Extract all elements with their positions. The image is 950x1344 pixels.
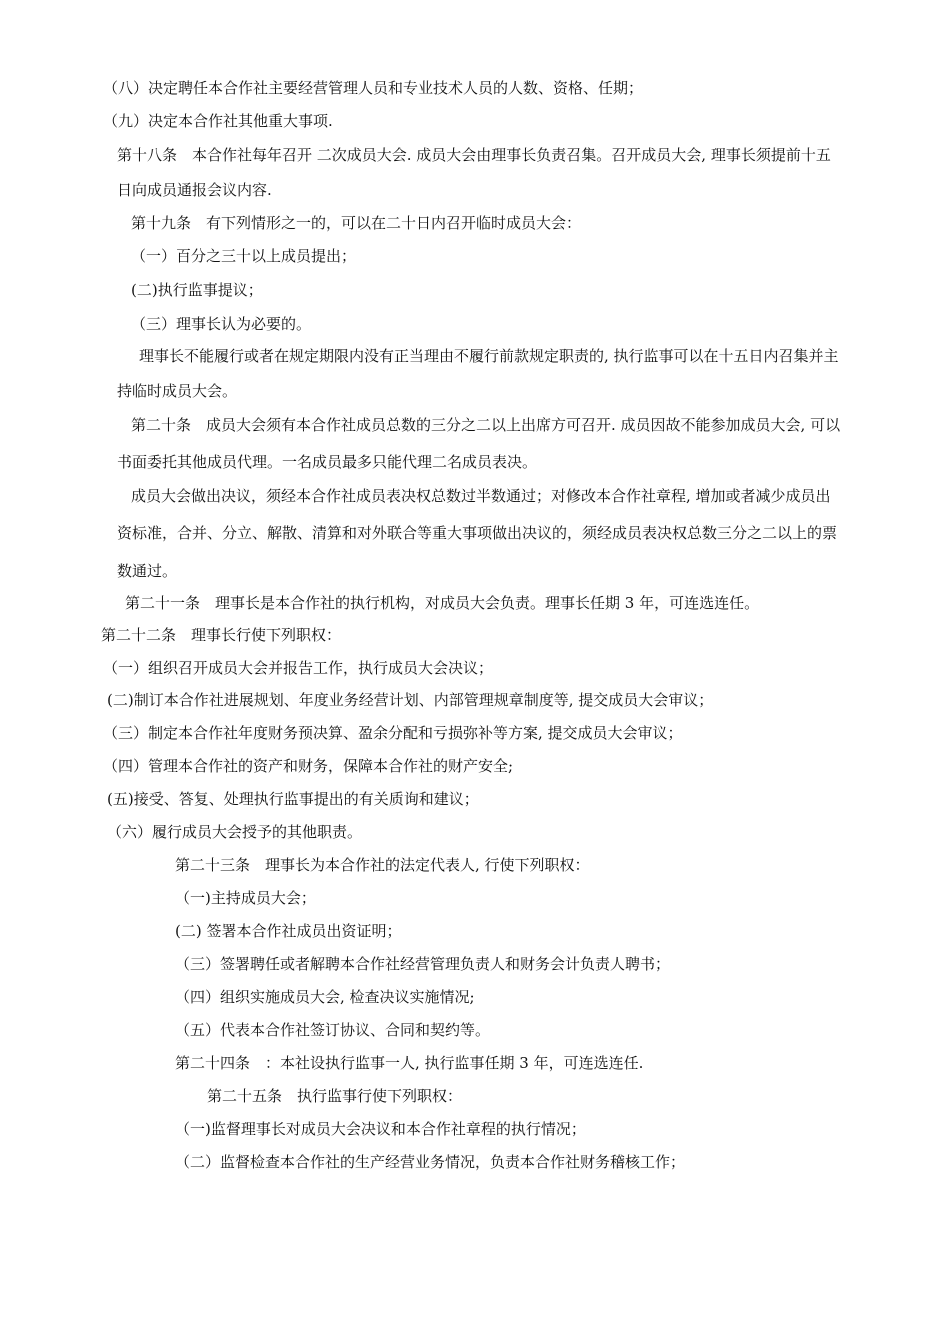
- text-line: 第二十三条 理事长为本合作社的法定代表人, 行使下列职权：: [175, 856, 590, 874]
- text-line: (五)接受、答复、处理执行监事提出的有关质询和建议；: [107, 790, 479, 808]
- text-line: （八）决定聘任本合作社主要经营管理人员和专业技术人员的人数、资格、任期；: [103, 79, 644, 97]
- text-line: 第十九条 有下列情形之一的，可以在二十日内召开临时成员大会：: [131, 214, 582, 232]
- text-line: （一）组织召开成员大会并报告工作，执行成员大会决议；: [103, 659, 494, 677]
- text-line: （二）监督检查本合作社的生产经营业务情况，负责本合作社财务稽核工作；: [175, 1153, 686, 1171]
- text-line: 资标准，合并、分立、解散、清算和对外联合等重大事项做出决议的，须经成员表决权总数三分之二以上的票: [117, 524, 838, 542]
- text-line: （四）组织实施成员大会, 检查决议实施情况;: [175, 988, 475, 1006]
- text-line: 第二十四条 ：本社设执行监事一人, 执行监事任期 3 年，可连选连任.: [175, 1054, 644, 1072]
- text-line: （六）履行成员大会授予的其他职责。: [107, 823, 363, 841]
- text-line: 第二十二条 理事长行使下列职权：: [101, 626, 342, 644]
- text-line: （五）代表本合作社签订协议、合同和契约等。: [175, 1021, 491, 1039]
- text-line: （三）制定本合作社年度财务预决算、盈余分配和亏损弥补等方案, 提交成员大会审议；: [103, 724, 683, 742]
- text-line: 第二十五条 执行监事行使下列职权：: [207, 1087, 463, 1105]
- text-line: （一）百分之三十以上成员提出；: [131, 247, 357, 265]
- text-line: 数通过。: [117, 562, 178, 580]
- text-line: （一)监督理事长对成员大会决议和本合作社章程的执行情况；: [175, 1120, 586, 1138]
- text-line: （一)主持成员大会；: [175, 889, 316, 907]
- text-line: 持临时成员大会。: [117, 382, 238, 400]
- text-line: (二)制订本合作社进展规划、年度业务经营计划、内部管理规章制度等, 提交成员大会审议；: [107, 691, 714, 709]
- text-line: 第二十一条 理事长是本合作社的执行机构，对成员大会负责。理事长任期 3 年，可连选连任。: [125, 594, 760, 612]
- text-line: （三）理事长认为必要的。: [131, 315, 312, 333]
- text-line: 书面委托其他成员代理。一名成员最多只能代理二名成员表决。: [117, 453, 538, 471]
- text-line: 第十八条 本合作社每年召开 二次成员大会. 成员大会由理事长负责召集。召开成员大会, 理事长须提前十五: [117, 146, 831, 164]
- text-line: 成员大会做出决议，须经本合作社成员表决权总数过半数通过；对修改本合作社章程, 增加或者减少成员出: [131, 487, 831, 505]
- text-line: 日向成员通报会议内容.: [117, 181, 272, 199]
- text-line: （三）签署聘任或者解聘本合作社经营管理负责人和财务会计负责人聘书；: [175, 955, 671, 973]
- text-line: (二) 签署本合作社成员出资证明；: [175, 922, 402, 940]
- text-line: 第二十条 成员大会须有本合作社成员总数的三分之二以上出席方可召开. 成员因故不能参加成员大会, 可以: [131, 416, 841, 434]
- text-line: (二)执行监事提议；: [131, 281, 263, 299]
- text-line: （九）决定本合作社其他重大事项.: [103, 112, 333, 130]
- text-line: （四）管理本合作社的资产和财务，保障本合作社的财产安全;: [103, 757, 514, 775]
- text-line: 理事长不能履行或者在规定期限内没有正当理由不履行前款规定职责的, 执行监事可以在十五日内召集并主: [139, 347, 839, 365]
